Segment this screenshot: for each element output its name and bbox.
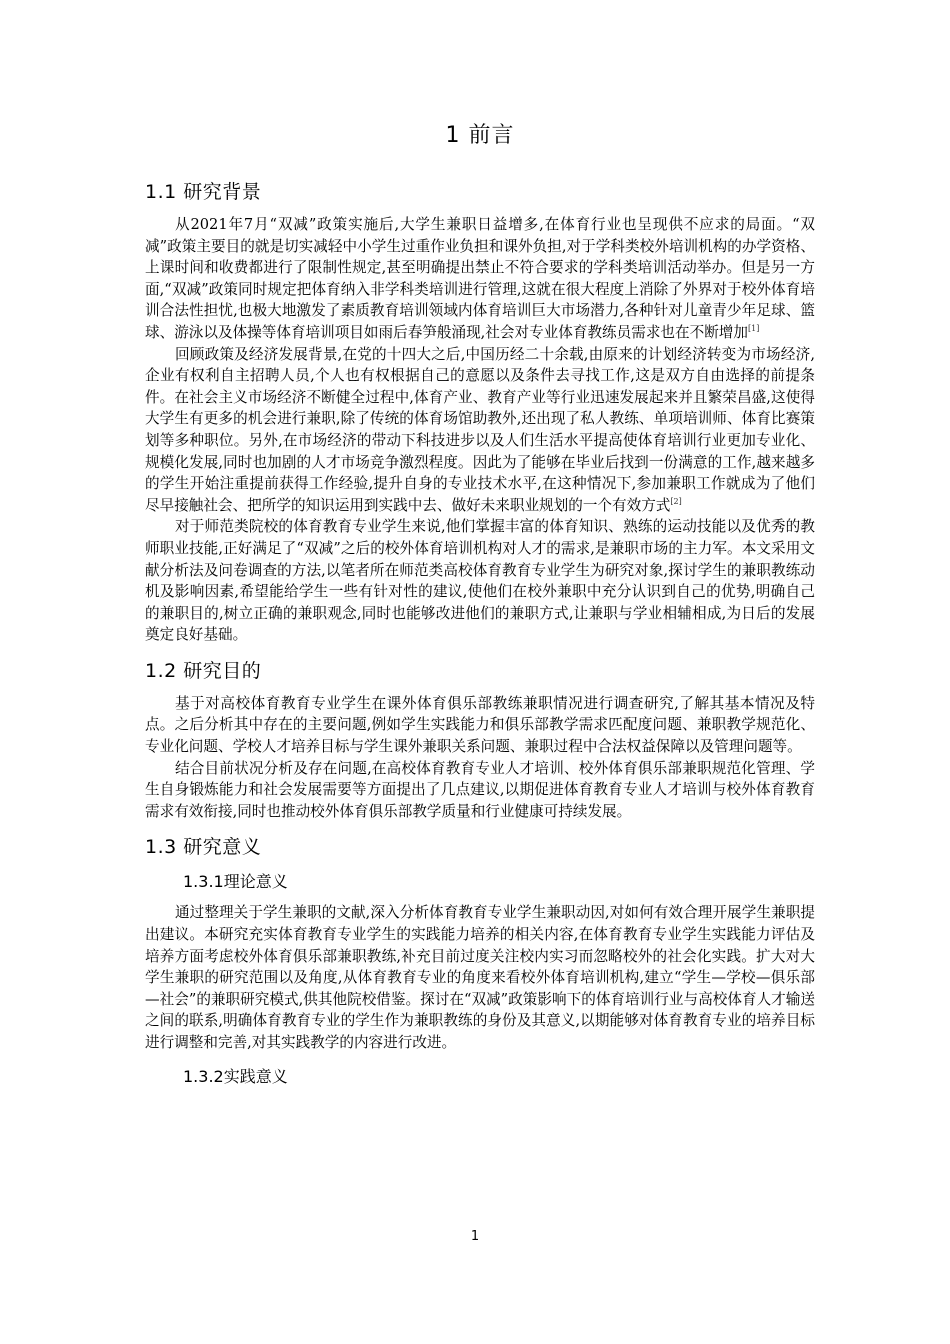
citation-ref: [1] [748, 324, 760, 334]
section-heading-significance: 1.3 研究意义 [145, 836, 262, 859]
paragraph-text: 回顾政策及经济发展背景,在党的十四大之后,中国历经二十余载,由原来的计划经济转变为市场经济,企业有权利自主招聘人员,个人也有权根据自己的意愿以及条件去寻找工作,这是双方自由选择的前提条件。在社会主义市场经济不断健全过程中,体育产业、教育产业等行业迅速发展起来并且繁荣昌盛,这使得大学生有更多的机会进行兼职,除了传统的体育场馆助教外,还出现了私人教练、单项培训师、体育比赛策划等多种职位。另外,在市场经济的带动下科技进步以及人们生活水平提高使体育培训行业更加专业化、规模化发展,同时也加剧的人才市场竞争激烈程度。因此为了能够在毕业后找到一份满意的工作,越来越多的学生开始注重提前获得工作经验,提升自身的专业技术水平,在这种情况下,参加兼职工作就成为了他们尽早接触社会、把所学的知识运用到实践中去、做好未来职业规划的一个有效方式 [145, 345, 815, 514]
subsection-heading-practice: 1.3.2实践意义 [183, 1066, 288, 1086]
paragraph: 基于对高校体育教育专业学生在课外体育俱乐部教练兼职情况进行调查研究,了解其基本情况及特点。之后分析其中存在的主要问题,例如学生实践能力和俱乐部教学需求匹配度问题、兼职教学规范化、专业化问题、学校人才培养目标与学生课外兼职关系问题、兼职过程中合法权益保障以及管理问题等。 [145, 694, 815, 756]
page-number: 1 [470, 1229, 480, 1244]
section-heading-background: 1.1 研究背景 [145, 181, 262, 203]
citation-ref: [2] [670, 496, 682, 506]
subsection-heading-theory: 1.3.1理论意义 [183, 872, 288, 892]
paragraph-text: 从2021年7月“双减”政策实施后,大学生兼职日益增多,在体育行业也呈现供不应求的局面。“双减”政策主要目的就是切实减轻中小学生过重作业负担和课外负担,对于学科类校外培训机构的办学资格、上课时间和收费都进行了限制性规定,甚至明确提出禁止不符合要求的学科类培训活动举办。但是另一方面,“双减”政策同时规定把体育纳入非学科类培训进行管理,这就在很大程度上消除了外界对于校外体育培训合法性担忧,也极大地激发了素质教育培训领域内体育培训巨大市场潜力,各种针对儿童青少年足球、篮球、游泳以及体操等体育培训项目如雨后春笋般涌现,社会对专业体育教练员需求也在不断增加 [145, 216, 815, 341]
paragraph [145, 344, 815, 517]
paragraph: 对于师范类院校的体育教育专业学生来说,他们掌握丰富的体育知识、熟练的运动技能以及优秀的教师职业技能,正好满足了“双减”之后的校外体育培训机构对人才的需求,是兼职市场的主力军。本文采用文献分析法及问卷调查的方法,以笔者所在师范类高校体育教育专业学生为研究对象,探讨学生的兼职教练动机及影响因素,希望能给学生一些有针对性的建议,使他们在校外兼职中充分认识到自己的优势,明确自己的兼职目的,树立正确的兼职观念,同时也能够改进他们的兼职方式,让兼职与学业相辅相成,为日后的发展奠定良好基础。 [145, 518, 815, 644]
paragraph [145, 214, 815, 344]
section-heading-purpose: 1.2 研究目的 [145, 659, 262, 682]
page-content [145, 112, 815, 1097]
paragraph: 结合目前状况分析及存在问题,在高校体育教育专业人才培训、校外体育俱乐部兼职规范化管理、学生自身锻炼能力和社会发展需要等方面提出了几点建议,以期促进体育教育专业人才培训与校外体育教育需求有效衔接,同时也推动校外体育俱乐部教学质量和行业健康可持续发展。 [145, 759, 815, 820]
paragraph: 通过整理关于学生兼职的文献,深入分析体育教育专业学生兼职动因,对如何有效合理开展学生兼职提出建议。本研究充实体育教育专业学生的实践能力培养的相关内容,在体育教育专业学生实践能力评估及培养方面考虑校外体育俱乐部兼职教练,补充目前过度关注校内实习而忽略校外的社会化实践。扩大对大学生兼职的研究范围以及角度,从体育教育专业的角度来看校外体育培训机构,建立“学生—学校—俱乐部—社会”的兼职研究模式,供其他院校借鉴。探讨在“双减”政策影响下的体育培训行业与高校体育人才输送之间的联系,明确体育教育专业的学生作为兼职教练的身份及其意义,以期能够对体育教育专业的培养目标进行调整和完善,对其实践教学的内容进行改进。 [145, 904, 815, 1051]
chapter-title: 1 前言 [445, 123, 515, 148]
